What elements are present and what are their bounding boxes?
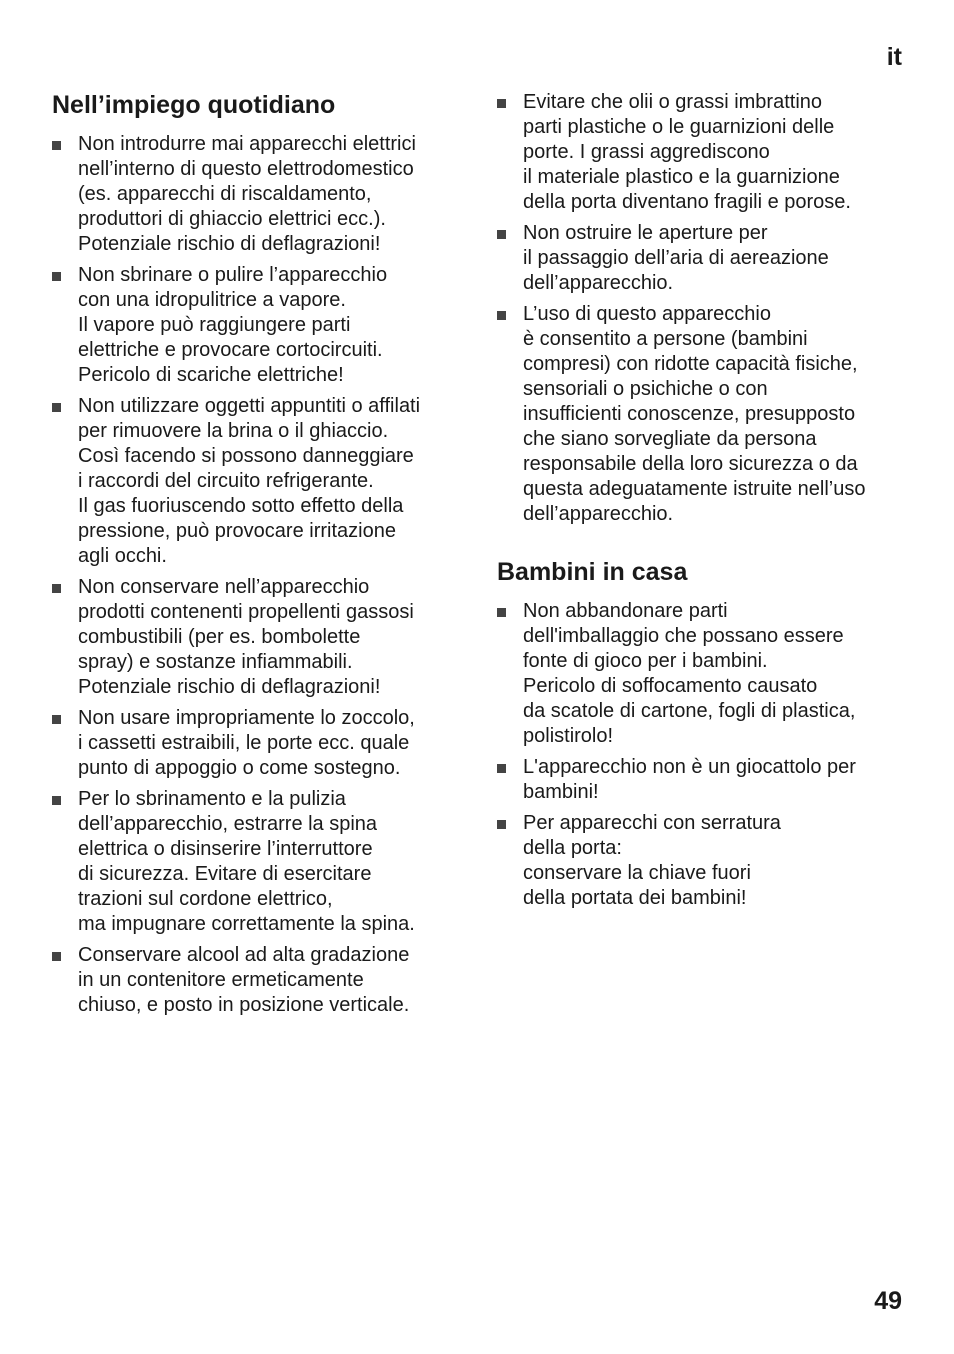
list-item: Non ostruire le aperture per il passaggio dell’aria di aereazione dell’apparecchio. [497, 221, 907, 296]
list-item: Non utilizzare oggetti appuntiti o affilati per rimuovere la brina o il ghiaccio. Così facendo si possono danneggiare i raccordi del circuito refrigerante. Il gas fuoriuscendo sotto effetto della pressione, può provocare irritazione agli occhi. [52, 394, 462, 569]
section-title-children: Bambini in casa [497, 558, 688, 586]
list-item: Non usare impropriamente lo zoccolo, i cassetti estraibili, le porte ecc. quale punto di appoggio o come sostegno. [52, 706, 462, 781]
section-title-daily-use: Nell’impiego quotidiano [52, 91, 336, 119]
list-item: Non sbrinare o pulire l’apparecchio con una idropulitrice a vapore. Il vapore può raggiungere parti elettriche e provocare cortocircuiti. Pericolo di scariche elettriche! [52, 263, 462, 388]
list-item: Non abbandonare parti dell'imballaggio che possano essere fonte di gioco per i bambini. Pericolo di soffocamento causato da scatole di cartone, fogli di plastica, polistirolo! [497, 599, 907, 749]
list-item: Conservare alcool ad alta gradazione in un contenitore ermeticamente chiuso, e posto in posizione verticale. [52, 943, 462, 1018]
left-column [52, 88, 462, 1024]
list-item: Per lo sbrinamento e la pulizia dell’apparecchio, estrarre la spina elettrica o disinserire l’interruttore di sicurezza. Evitare di esercitare trazioni sul cordone elettrico, ma impugnare correttamente la spina. [52, 787, 462, 937]
children-list [497, 599, 907, 911]
list-item: Evitare che olii o grassi imbrattino parti plastiche o le guarnizioni delle porte. I grassi aggrediscono il materiale plastico e la guarnizione della porta diventano fragili e porose. [497, 90, 907, 215]
list-item: Non conservare nell’apparecchio prodotti contenenti propellenti gassosi combustibili (per es. bombolette spray) e sostanze infiammabili. Potenziale rischio di deflagrazioni! [52, 575, 462, 700]
daily-use-list-continued [497, 90, 907, 527]
list-item: L'apparecchio non è un giocattolo per bambini! [497, 755, 907, 805]
list-item: Per apparecchi con serratura della porta: conservare la chiave fuori della portata dei bambini! [497, 811, 907, 911]
daily-use-list [52, 132, 462, 1018]
right-column [497, 90, 907, 917]
page-number: 49 [874, 1287, 902, 1315]
language-tag: it [886, 43, 902, 71]
list-item: Non introdurre mai apparecchi elettrici nell’interno di questo elettrodomestico (es. apparecchi di riscaldamento, produttori di ghiaccio elettrici ecc.). Potenziale rischio di deflagrazioni! [52, 132, 462, 257]
list-item: L’uso di questo apparecchio è consentito a persone (bambini compresi) con ridotte capacità fisiche, sensoriali o psichiche o con insufficienti conoscenze, presupposto che siano sorvegliate da persona responsabile della loro sicurezza o da questa adeguatamente istruite nell’uso dell’apparecchio. [497, 302, 907, 527]
